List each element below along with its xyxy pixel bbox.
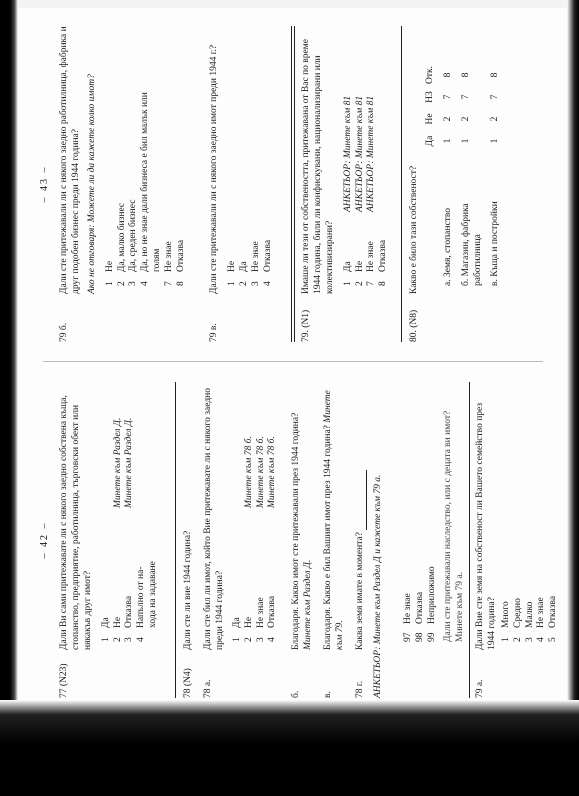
grid-code[interactable]: 1 — [460, 138, 471, 144]
answer-option: 2 Да, малко бизнес — [116, 202, 127, 286]
grid-column-header: Да — [424, 135, 435, 147]
question-text: Дали сте ли вие 1944 година? — [183, 530, 193, 650]
answer-option: 3 Не знае Минете към 78 б. — [255, 436, 266, 642]
answer-option: 2 Средно — [512, 598, 523, 642]
answer-option: 2 Да — [238, 261, 249, 286]
answer-option: 4 Напълно от на- — [136, 566, 147, 642]
section-divider — [291, 26, 292, 342]
question-text: Благодаря. Какво имот сте притежавали през 1944 година? — [291, 412, 301, 650]
section-divider — [294, 26, 295, 342]
scan-edge-right — [567, 0, 579, 796]
grid-code[interactable]: 2 — [460, 116, 471, 122]
question-78a — [203, 382, 279, 698]
question-text: Дали сте притежавали ли с някого заедно работилница, фабрика и друг подобен бизнес преди 1944 година? — [59, 26, 81, 294]
answer-option: 4 Отказва — [262, 239, 273, 286]
question-number: 78 (N4) — [183, 668, 193, 698]
answer-option: 1 Да АНКЕТЬОР: Минете към 81 — [342, 95, 353, 286]
answer-option: 7 Не знае — [164, 241, 174, 286]
question-text: Каква земя имате в момента? — [355, 532, 365, 650]
right-page — [33, 26, 553, 342]
grid-code[interactable]: 7 — [442, 94, 453, 100]
question-text: Благодаря. Какво е бил Вашият имот през 1944 година? — [323, 425, 333, 650]
grid-column-header: Отк. — [424, 66, 435, 85]
answer-option: 2 Не Минете към 78 б. — [243, 436, 254, 642]
question-number: 79 б. — [59, 322, 69, 342]
answer-option: 7 Не знае АНКЕТЬОР: Минете към 81 — [366, 95, 377, 286]
page-top-edge — [18, 0, 567, 8]
question-78b — [291, 382, 315, 698]
answer-option: 5 Отказва — [548, 595, 559, 642]
section-divider — [469, 382, 470, 698]
question-text: Имаше ли тези от собствеността, притежавана от Вас по време 1944 година, били ли конфискувани, национализирани или колективизирани? — [301, 39, 335, 294]
aside-note: Дали сте притежавали наследство, или с децата ви имот? Минете към 79 а. — [442, 410, 465, 642]
question-number: 79 а. — [475, 679, 485, 698]
grid-row — [461, 26, 485, 286]
section-divider — [175, 382, 176, 698]
question-number: 77 (N23) — [59, 663, 69, 698]
question-77 — [59, 382, 160, 698]
left-page — [33, 382, 559, 698]
question-78g — [355, 382, 385, 698]
question-79v — [209, 26, 274, 342]
grid-row — [443, 26, 455, 286]
answer-option: 8 Отказва — [378, 239, 389, 286]
scan-shadow-left — [0, 0, 18, 796]
page-number: – 42 – — [39, 521, 50, 559]
page-gutter — [43, 361, 543, 362]
grid-code[interactable]: 8 — [442, 72, 453, 78]
answer-option: 98 Отказва — [414, 591, 425, 642]
answer-blank[interactable] — [357, 470, 367, 530]
question-80 — [409, 26, 502, 342]
answer-option: 1 Не — [226, 260, 237, 286]
question-number: 78 a. — [203, 679, 213, 698]
answer-option: хода на задаване — [148, 561, 159, 628]
grid-header — [425, 26, 437, 152]
question-78v — [323, 382, 347, 698]
grid-code[interactable]: 1 — [442, 138, 453, 144]
question-number: в. — [323, 691, 333, 698]
answer-option: 2 Не Минете към Раздел Д. — [112, 417, 123, 642]
grid-column-header: НЗ — [424, 91, 435, 103]
answer-option: 1 Да — [100, 617, 111, 642]
grid-row-label: а. Земя, стопанство — [442, 208, 453, 286]
grid-code[interactable]: 7 — [460, 94, 471, 100]
grid-code[interactable]: 2 — [442, 116, 453, 122]
rotated-spread — [33, 16, 559, 698]
grid-column-header: Не — [424, 113, 435, 125]
grid-code[interactable]: 2 — [490, 116, 501, 122]
scan-shadow-bottom — [0, 700, 579, 796]
page-number: – 43 – — [39, 165, 50, 203]
question-number: б. — [291, 690, 301, 698]
grid-row — [490, 26, 502, 286]
question-text: Дали сте притежавали ли с някого заедно имот преди 1944 г.? — [209, 44, 219, 294]
grid-code[interactable]: 1 — [490, 138, 501, 144]
answer-option: 8 Отказва — [175, 239, 186, 286]
question-79a — [475, 382, 560, 698]
question-number: 80. (N8) — [409, 309, 419, 342]
question-79b — [59, 26, 188, 342]
grid-row-label: в. Къща и постройки — [490, 201, 501, 286]
question-text: Дали Ви сами притежавате ли с някого заедно собствена къща, стопанство, предприятие, работилница, търговски обект или някакъв друг имот? — [59, 395, 93, 650]
grid-code[interactable]: 8 — [490, 72, 501, 78]
question-79-n1 — [301, 26, 390, 342]
skip-note: Минете към 79. — [323, 390, 345, 650]
answer-option: 99 Неприложимо — [426, 566, 437, 642]
question-text: Какво е било тази собственост? — [409, 165, 419, 294]
answer-option: 3 Да, среден бизнес — [128, 199, 139, 286]
section-divider — [401, 26, 402, 342]
question-79-codes — [403, 382, 466, 698]
answer-option: 3 Малко — [524, 601, 535, 642]
answer-option: 1 Да — [231, 617, 242, 642]
answer-option: 1 Много — [500, 601, 511, 642]
grid-code[interactable]: 7 — [490, 94, 501, 100]
grid-code[interactable]: 8 — [460, 72, 471, 78]
answer-option: 4 Да, но не знае дали бизнеса е бил малък или голям — [140, 92, 163, 286]
answer-option: 97 Не знае — [403, 593, 413, 642]
answer-option: 3 Не знае — [250, 241, 261, 286]
answer-option: 3 Отказва Минете към Раздел Д. — [124, 417, 135, 642]
answer-option: 2 Не АНКЕТЬОР: Минете към 81 — [354, 95, 365, 286]
question-number: 79. (N1) — [301, 309, 311, 342]
question-text: Дали Вие сте земя на собственост ли Вашето семейство през 1944 година? — [475, 402, 497, 650]
question-number: 78 г. — [355, 680, 365, 698]
question-78 — [183, 382, 195, 698]
skip-note: Минете към Раздел Д. — [302, 559, 313, 650]
grid-row-label: б. Магазин, фабрика работилница — [460, 203, 483, 286]
question-text: Дали сте бил ли имот, който Вие притежавате ли с някого заедно преди 1944 година? — [203, 388, 225, 650]
scanned-spread — [20, 8, 558, 698]
answer-option: 1 Не — [104, 260, 115, 286]
question-number: 79 в. — [209, 323, 219, 342]
interviewer-directive: Ако не отговаря: Можете ли да кажете колко имот? — [86, 74, 97, 294]
answer-option: 4 Отказва Минете към 78 б. — [267, 436, 278, 642]
answer-option: 4 Не знае — [536, 597, 547, 642]
interviewer-directive: АНКЕТЬОР: Минете към Раздел Д и кажете към 79 а. — [372, 474, 383, 698]
